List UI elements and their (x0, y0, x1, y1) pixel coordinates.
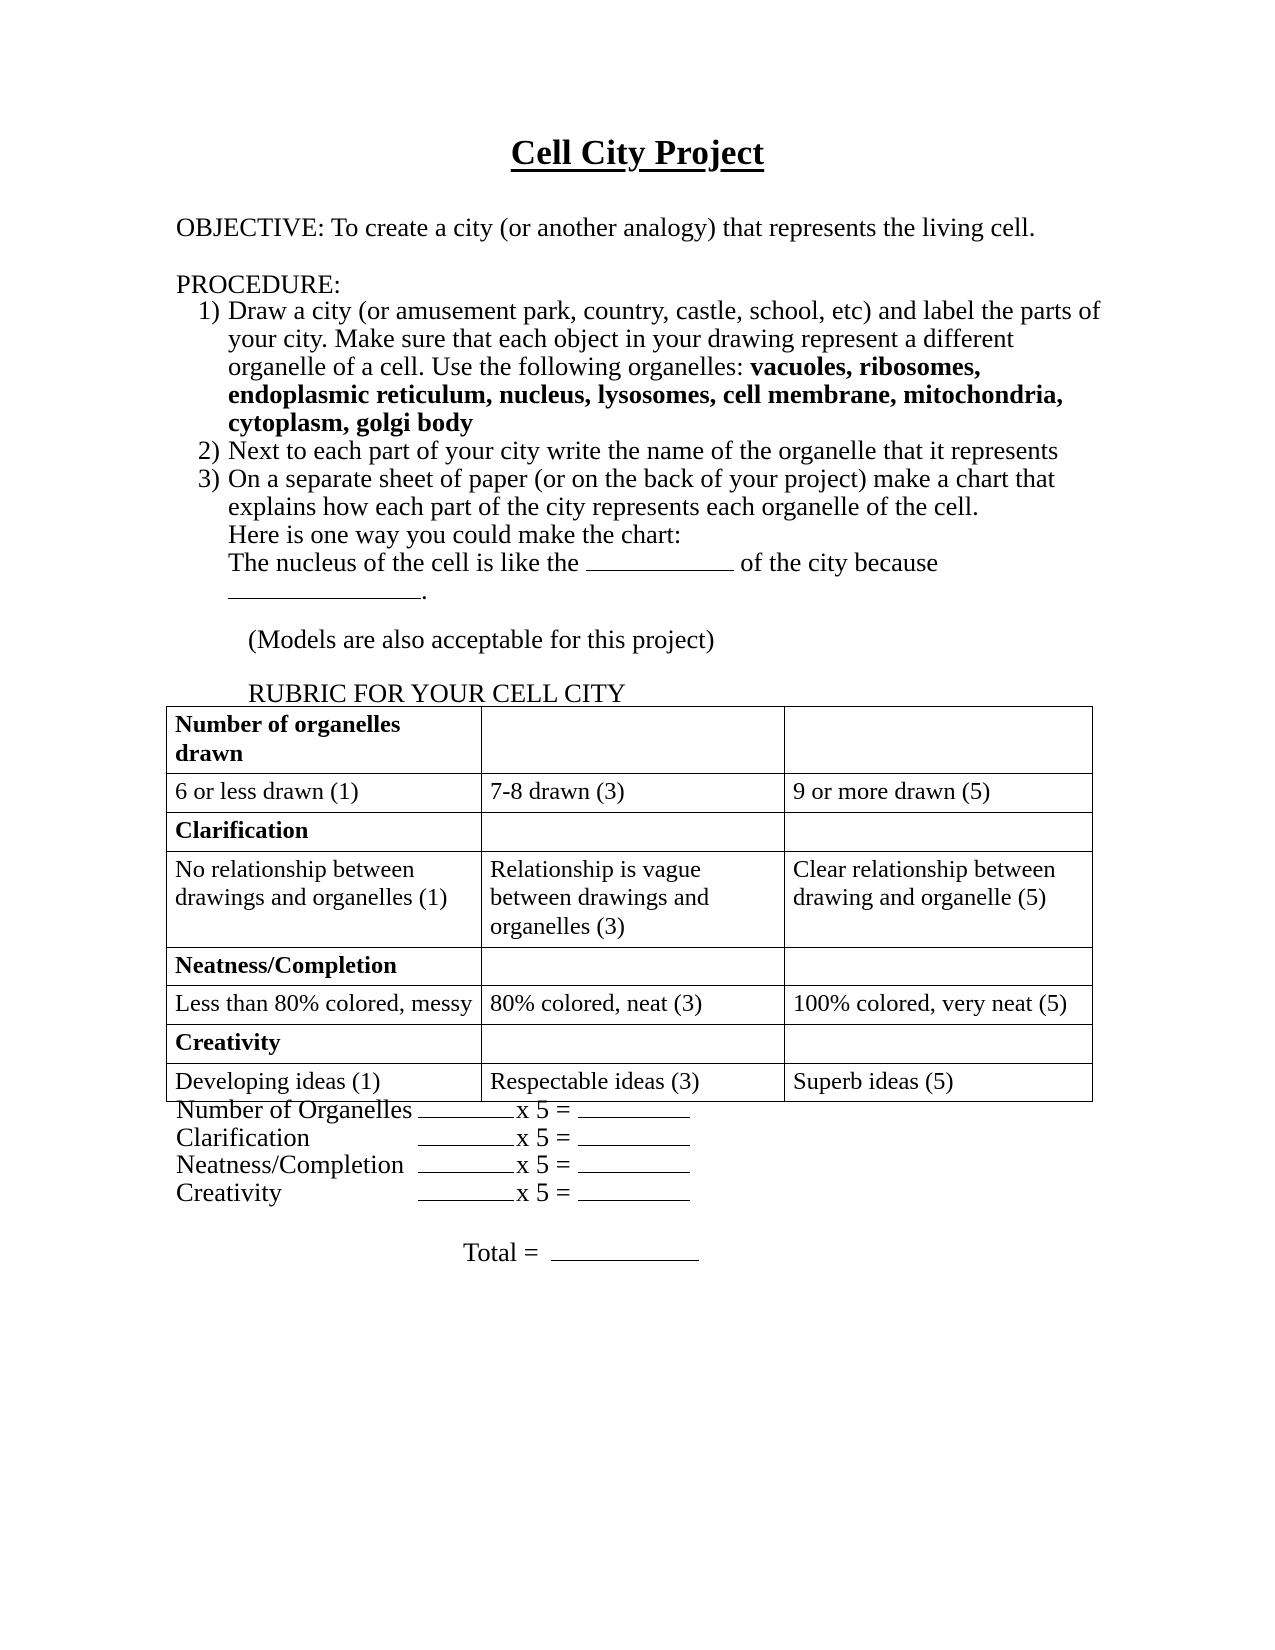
score-input-creativity[interactable] (418, 1181, 514, 1201)
chart-example-suffix: of the city because (740, 546, 939, 577)
score-input-neatness[interactable] (418, 1153, 514, 1173)
rubric-level-3: 7-8 drawn (3) (482, 774, 785, 813)
table-row (167, 812, 1093, 851)
rubric-category-clarification: Clarification (167, 812, 482, 851)
rubric-level-3: 80% colored, neat (3) (482, 986, 785, 1025)
score-multiplier: x 5 = (516, 1176, 571, 1207)
score-input-clarification[interactable] (418, 1126, 514, 1146)
rubric-empty-cell (785, 947, 1093, 986)
rubric-level-3: Respectable ideas (3) (482, 1063, 785, 1102)
rubric-level-1: No relationship between drawings and organelles (1) (167, 851, 482, 947)
rubric-empty-cell (482, 1024, 785, 1063)
score-row-neatness (176, 1151, 690, 1179)
rubric-level-1: 6 or less drawn (1) (167, 774, 482, 813)
rubric-category-organelles: Number of organelles drawn (167, 707, 482, 774)
score-row-clarification (176, 1121, 690, 1152)
score-result-creativity[interactable] (578, 1181, 690, 1201)
score-row-organelles (176, 1096, 690, 1124)
rubric-empty-cell (482, 812, 785, 851)
rubric-level-3: Relationship is vague between drawings and organelles (3) (482, 851, 785, 947)
score-multiplier: x 5 = (516, 1094, 571, 1124)
rubric-empty-cell (482, 707, 785, 774)
rubric-level-5: 100% colored, very neat (5) (785, 986, 1093, 1025)
procedure-item-1-number: 1) (197, 295, 220, 325)
rubric-category-neatness: Neatness/Completion (167, 947, 482, 986)
chart-example-prefix: The nucleus of the cell is like the (228, 546, 580, 577)
procedure-item-1-text: Draw a city (or amusement park, country, castle, school, etc) and label the parts of your city. Make sure that each object in your drawing represent a different organelle of a cell. Use the following organelles: (228, 295, 1101, 381)
procedure-item-3 (197, 462, 1108, 605)
rubric-level-1: Less than 80% colored, messy (167, 986, 482, 1025)
total-label: Total = (463, 1237, 539, 1267)
procedure-item-2-text: Next to each part of your city write the name of the organelle that it represents (228, 434, 1059, 465)
table-row (167, 774, 1093, 813)
rubric-category-creativity: Creativity (167, 1024, 482, 1063)
models-note: (Models are also acceptable for this project) (248, 624, 715, 654)
chart-example-blank-1[interactable] (586, 551, 734, 571)
rubric-level-5: Clear relationship between drawing and organelle (5) (785, 851, 1093, 947)
page-title-text: Cell City Project (510, 133, 765, 172)
table-row (167, 851, 1093, 947)
table-row (167, 1024, 1093, 1063)
procedure-item-1-organelles: vacuoles, ribosomes, endoplasmic reticulum, nucleus, lysosomes, cell membrane, mitochondria, cytoplasm, golgi body (228, 350, 1063, 437)
rubric-caption: RUBRIC FOR YOUR CELL CITY (248, 678, 626, 708)
rubric-empty-cell (785, 707, 1093, 774)
procedure-item-3-text: On a separate sheet of paper (or on the back of your project) make a chart that explains how each part of the city represents each organelle of the cell. (228, 462, 1056, 521)
procedure-item-2 (197, 434, 1108, 465)
score-result-clarification[interactable] (578, 1126, 690, 1146)
objective-paragraph: OBJECTIVE: To create a city (or another analogy) that represents the living cell. (176, 212, 1036, 242)
rubric-table (166, 706, 1093, 1102)
chart-example-period: . (421, 574, 428, 605)
score-row-creativity (176, 1176, 690, 1207)
chart-hint-line: Here is one way you could make the chart: (228, 518, 682, 549)
score-label-clarification: Clarification (176, 1121, 310, 1152)
rubric-level-5: Superb ideas (5) (785, 1063, 1093, 1102)
rubric-level-1: Developing ideas (1) (167, 1063, 482, 1102)
table-row (167, 986, 1093, 1025)
total-row (463, 1237, 699, 1268)
procedure-item-3-number: 3) (197, 462, 220, 493)
rubric-empty-cell (482, 947, 785, 986)
score-input-organelles[interactable] (418, 1098, 514, 1118)
procedure-item-1 (197, 295, 1108, 437)
procedure-item-2-number: 2) (197, 434, 220, 465)
score-label-organelles: Number of Organelles (176, 1094, 413, 1124)
score-label-creativity: Creativity (176, 1176, 282, 1207)
procedure-item-3-chart-hint (228, 518, 1108, 605)
rubric-empty-cell (785, 812, 1093, 851)
table-row (167, 707, 1093, 774)
total-input[interactable] (551, 1241, 699, 1261)
table-row (167, 947, 1093, 986)
score-multiplier: x 5 = (516, 1121, 571, 1152)
procedure-list (176, 297, 1108, 604)
chart-example-line-2 (228, 574, 1108, 605)
score-multiplier: x 5 = (516, 1149, 571, 1179)
page-title (0, 0, 1275, 170)
score-result-neatness[interactable] (578, 1153, 690, 1173)
scoring-section (176, 1096, 690, 1206)
chart-example-blank-2[interactable] (228, 579, 421, 599)
chart-example-line (228, 546, 1108, 577)
score-result-organelles[interactable] (578, 1098, 690, 1118)
rubric-empty-cell (785, 1024, 1093, 1063)
score-label-neatness: Neatness/Completion (176, 1149, 405, 1179)
procedure-label: PROCEDURE: (176, 269, 341, 299)
rubric-level-5: 9 or more drawn (5) (785, 774, 1093, 813)
